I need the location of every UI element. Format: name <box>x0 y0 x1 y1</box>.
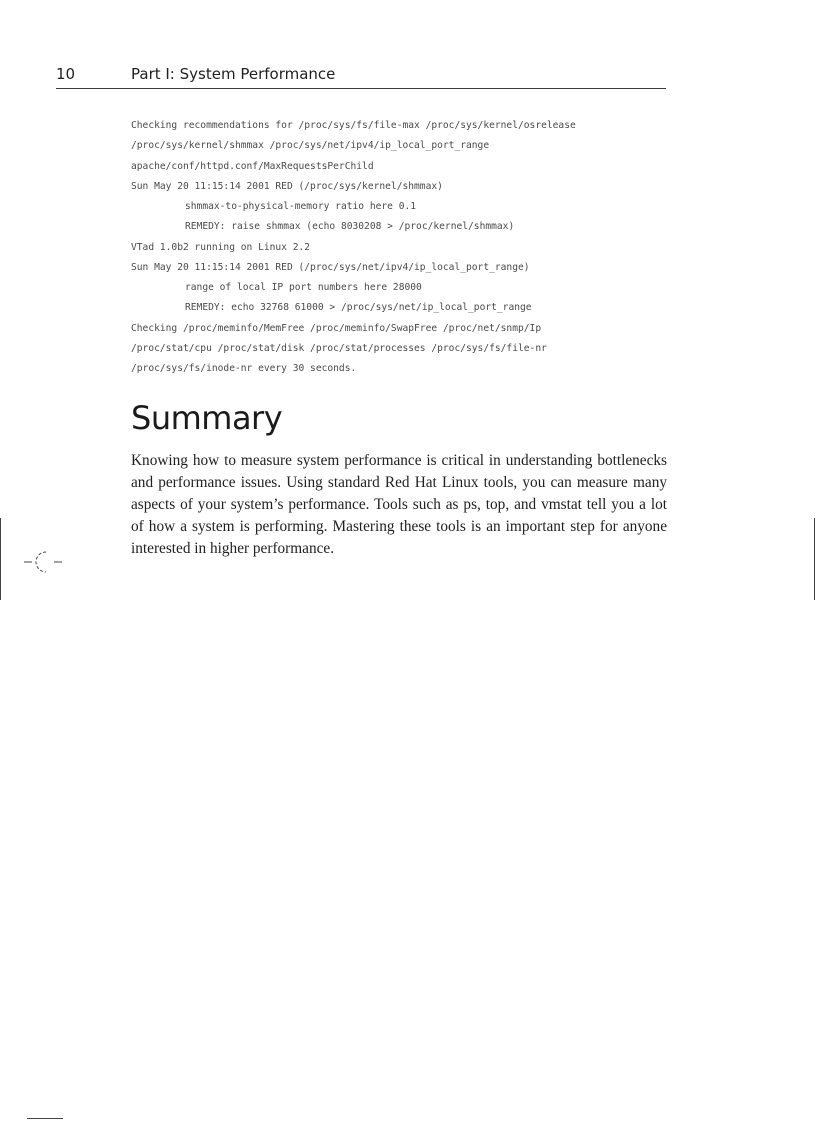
code-line: apache/conf/httpd.conf/MaxRequestsPerChild <box>131 160 374 172</box>
section-heading-summary: Summary <box>131 399 283 437</box>
code-line: range of local IP port numbers here 28000 <box>185 282 422 293</box>
crop-mark-right <box>814 518 815 600</box>
code-line: VTad 1.0b2 running on Linux 2.2 <box>131 241 311 253</box>
registration-mark-icon <box>22 548 66 576</box>
part-title: Part I: System Performance <box>131 65 336 83</box>
code-line: Checking recommendations for /proc/sys/fs/file-max /proc/sys/kernel/osrelease <box>131 120 576 131</box>
code-line: Checking /proc/meminfo/MemFree /proc/meminfo/SwapFree /proc/net/snmp/Ip <box>131 322 542 334</box>
code-line: Sun May 20 11:15:14 2001 RED (/proc/sys/kernel/shmmax) <box>131 180 443 192</box>
crop-mark-left <box>0 518 1 600</box>
code-line: /proc/sys/kernel/shmmax /proc/sys/net/ipv4/ip_local_port_range <box>131 140 490 152</box>
code-line: Sun May 20 11:15:14 2001 RED (/proc/sys/net/ipv4/ip_local_port_range) <box>131 261 530 273</box>
code-listing <box>131 116 691 379</box>
code-line: REMEDY: raise shmmax (echo 8030208 > /proc/kernel/shmmax) <box>185 221 515 233</box>
page-number: 10 <box>56 65 76 83</box>
summary-paragraph: Knowing how to measure system performance is critical in understanding bottlenecks and performance issues. Using standard Red Hat Linux tools, you can measure many aspects of your system’s performance. Tools such as ps, top, and vmstat tell you a lot of how a system is performing. Mastering these tools is an important step for anyone interested in higher performance. <box>131 452 667 557</box>
code-line: shmmax-to-physical-memory ratio here 0.1 <box>185 201 417 212</box>
code-line: REMEDY: echo 32768 61000 > /proc/sys/net/ip_local_port_range <box>185 302 532 314</box>
code-line: /proc/stat/cpu /proc/stat/disk /proc/stat/processes /proc/sys/fs/file-nr <box>131 342 547 354</box>
footer-crop-rule <box>27 1118 63 1119</box>
running-header <box>56 62 666 89</box>
code-line: /proc/sys/fs/inode-nr every 30 seconds. <box>131 363 357 374</box>
